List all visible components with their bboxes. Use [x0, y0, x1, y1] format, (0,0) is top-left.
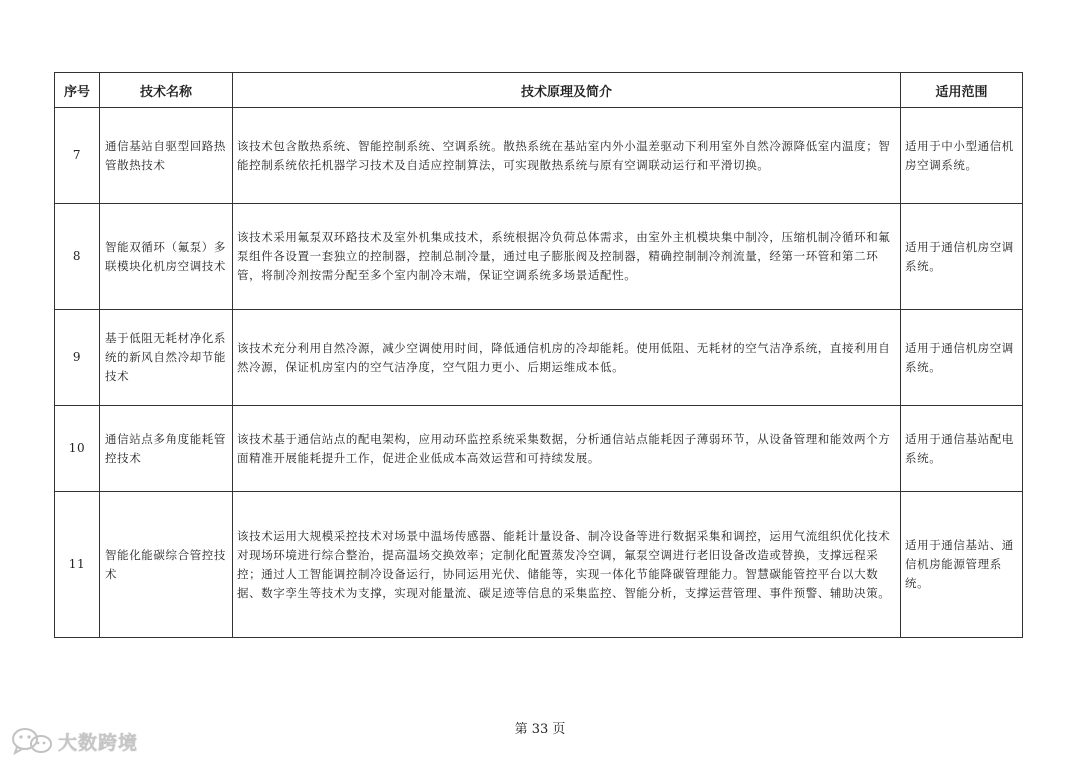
row-scope: 适用于中小型通信机房空调系统。 — [901, 108, 1023, 204]
technology-table — [54, 72, 1023, 638]
row-description: 该技术包含散热系统、智能控制系统、空调系统。散热系统在基站室内外小温差驱动下利用室外自然冷源降低室内温度；智能控制系统依托机器学习技术及自适应控制算法，可实现散热系统与原有空调联动运行和平滑切换。 — [233, 108, 901, 204]
watermark — [10, 726, 138, 756]
watermark-text: 大数跨境 — [58, 731, 139, 754]
header-index: 序号 — [55, 73, 100, 108]
row-index: 9 — [55, 310, 100, 406]
header-description: 技术原理及简介 — [233, 73, 901, 108]
row-tech-name: 智能双循环（氟泵）多联模块化机房空调技术 — [100, 204, 233, 310]
page-number: 第 33 页 — [514, 722, 566, 737]
row-tech-name: 基于低阻无耗材净化系统的新风自然冷却节能技术 — [100, 310, 233, 406]
row-tech-name: 智能化能碳综合管控技术 — [100, 492, 233, 638]
row-description: 该技术采用氟泵双环路技术及室外机集成技术，系统根据冷负荷总体需求，由室外主机模块集中制冷，压缩机制冷循环和氟泵组件各设置一套独立的控制器，控制总制冷量，通过电子膨胀阀及控制器，精确控制制冷剂流量，经第一环管和第二环管，将制冷剂按需分配至多个室内制冷末端，保证空调系统多场景适配性。 — [233, 204, 901, 310]
header-scope: 适用范围 — [901, 73, 1023, 108]
row-index: 8 — [55, 204, 100, 310]
table-row — [55, 204, 1023, 310]
row-scope: 适用于通信基站、通信机房能源管理系统。 — [901, 492, 1023, 638]
table-row — [55, 108, 1023, 204]
row-index: 7 — [55, 108, 100, 204]
row-index: 10 — [55, 406, 100, 492]
row-tech-name: 通信站点多角度能耗管控技术 — [100, 406, 233, 492]
row-tech-name: 通信基站自驱型回路热管散热技术 — [100, 108, 233, 204]
row-description: 该技术基于通信站点的配电架构，应用动环监控系统采集数据，分析通信站点能耗因子薄弱环节，从设备管理和能效两个方面精准开展能耗提升工作，促进企业低成本高效运营和可持续发展。 — [233, 406, 901, 492]
table-row — [55, 406, 1023, 492]
table-header-row — [55, 73, 1023, 108]
row-scope: 适用于通信机房空调系统。 — [901, 204, 1023, 310]
header-name: 技术名称 — [100, 73, 233, 108]
row-index: 11 — [55, 492, 100, 638]
row-scope: 适用于通信基站配电系统。 — [901, 406, 1023, 492]
row-description: 该技术充分利用自然冷源，减少空调使用时间，降低通信机房的冷却能耗。使用低阻、无耗材的空气洁净系统，直接利用自然冷源，保证机房室内的空气洁净度，空气阻力更小、后期运维成本低。 — [233, 310, 901, 406]
wechat-logo-icon — [10, 726, 54, 756]
row-scope: 适用于通信机房空调系统。 — [901, 310, 1023, 406]
table-row — [55, 310, 1023, 406]
table-row — [55, 492, 1023, 638]
row-description: 该技术运用大规模采控技术对场景中温场传感器、能耗计量设备、制冷设备等进行数据采集和调控，运用气流组织优化技术对现场环境进行综合整治，提高温场交换效率；定制化配置蒸发冷空调，氟泵空调进行老旧设备改造或替换，支撑远程采控；通过人工智能调控制冷设备运行，协同运用光伏、储能等，实现一体化节能降碳管理能力。智慧碳能管控平台以大数据、数字孪生等技术为支撑，实现对能量流、碳足迹等信息的采集监控、智能分析，支撑运营管理、事件预警、辅助决策。 — [233, 492, 901, 638]
